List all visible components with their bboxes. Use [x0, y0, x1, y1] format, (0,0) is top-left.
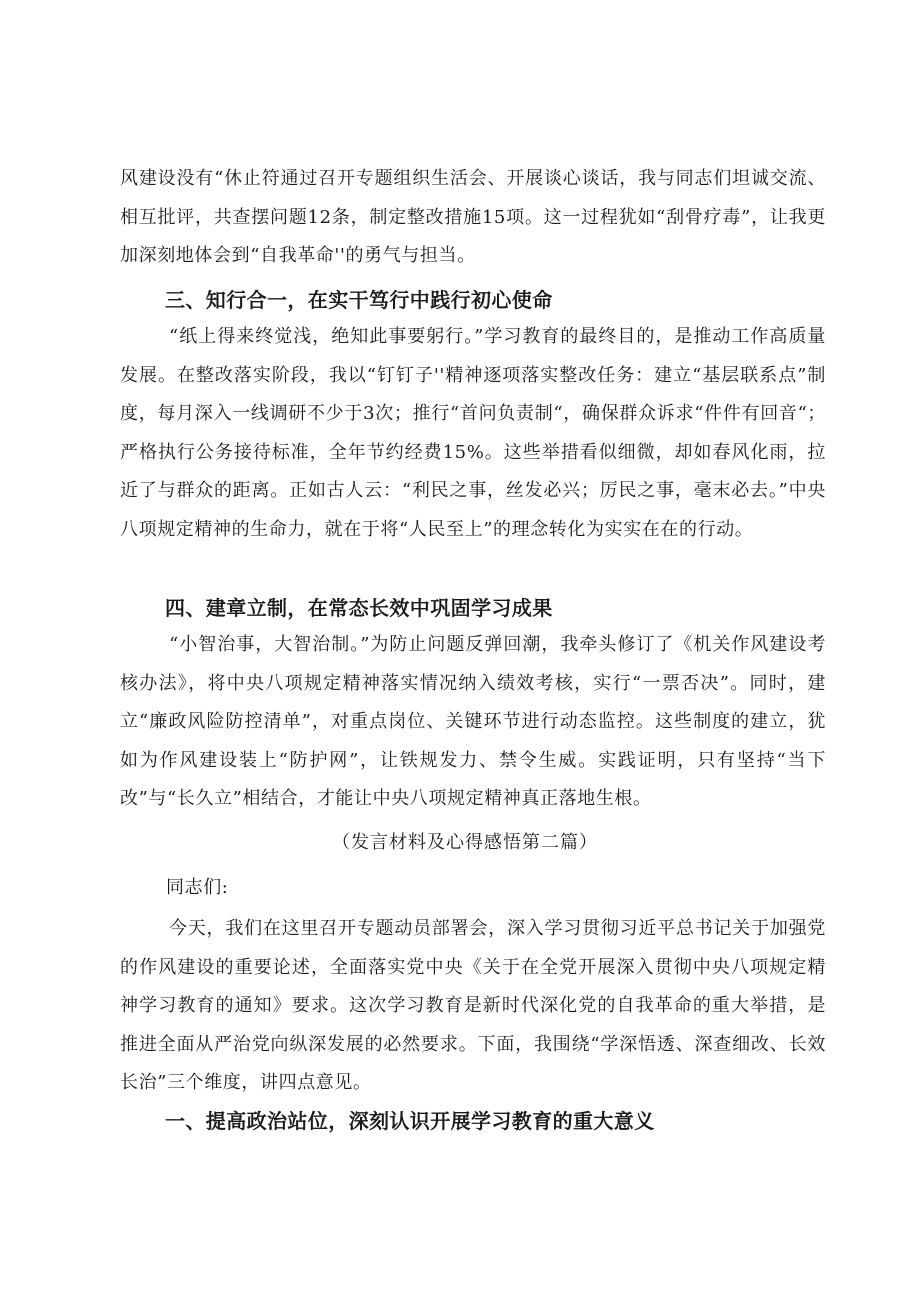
section-heading-4: 四、建章立制，在常态长效中巩固学习成果	[165, 596, 553, 620]
section-heading-3: 三、知行合一，在实干笃行中践行初心使命	[165, 288, 553, 312]
section-heading-1: 一、提高政治站位，深刻认识开展学习教育的重大意义	[165, 1109, 655, 1133]
paragraph-section-4: “小智治事，大智治制。”为防止问题反弹回潮，我牵头修订了《机关作风建设考核办法》，将中央八项规定精神落实情况纳入绩效考核，实行“一票否决”。同时，建立“廉政风险防控清单”，对重点岗位、关键环节进行动态监控。这些制度的建立，犹如为作风建设装上“防护网”，让铁规发力、禁令生威。实践证明，只有坚持“当下改”与“长久立”相结合，才能让中央八项规定精神真正落地生根。	[120, 634, 826, 809]
paragraph-intro: 今天，我们在这里召开专题动员部署会，深入学习贯彻习近平总书记关于加强党的作风建设的重要论述，全面落实党中央《关于在全党开展深入贯彻中央八项规定精神学习教育的通知》要求。这次学习教育是新时代深化党的自我革命的重大举措，是推进全面从严治党向纵深发展的必然要求。下面，我围绕“学深悟透、深查细改、长效长治”三个维度，讲四点意见。	[120, 918, 826, 1093]
salutation: 同志们:	[166, 877, 229, 898]
paragraph-continuation: 风建设没有“休止符通过召开专题组织生活会、开展谈心谈话，我与同志们坦诚交流、相互批评，共查摆问题12条，制定整改措施15项。这一过程犹如“刮骨疗毒”，让我更加深刻地体会到“自我革命''的勇气与担当。	[120, 168, 826, 266]
paragraph-section-3: “纸上得来终觉浅，绝知此事要躬行。”学习教育的最终目的，是推动工作高质量发展。在整改落实阶段，我以“钉钉子''精神逐项落实整改任务：建立“基层联系点”制度，每月深入一线调研不少于3次；推行“首问负责制“，确保群众诉求“件件有回音“；严格执行公务接待标准，全年节约经费15%。这些举措看似细微，却如春风化雨，拉近了与群众的距离。正如古人云：“利民之事，丝发必兴；厉民之事，毫末必去。”中央八项规定精神的生命力，就在于将“人民至上”的理念转化为实实在在的行动。	[120, 326, 826, 540]
document-subtitle: （发言材料及心得感悟第二篇）	[332, 832, 598, 853]
